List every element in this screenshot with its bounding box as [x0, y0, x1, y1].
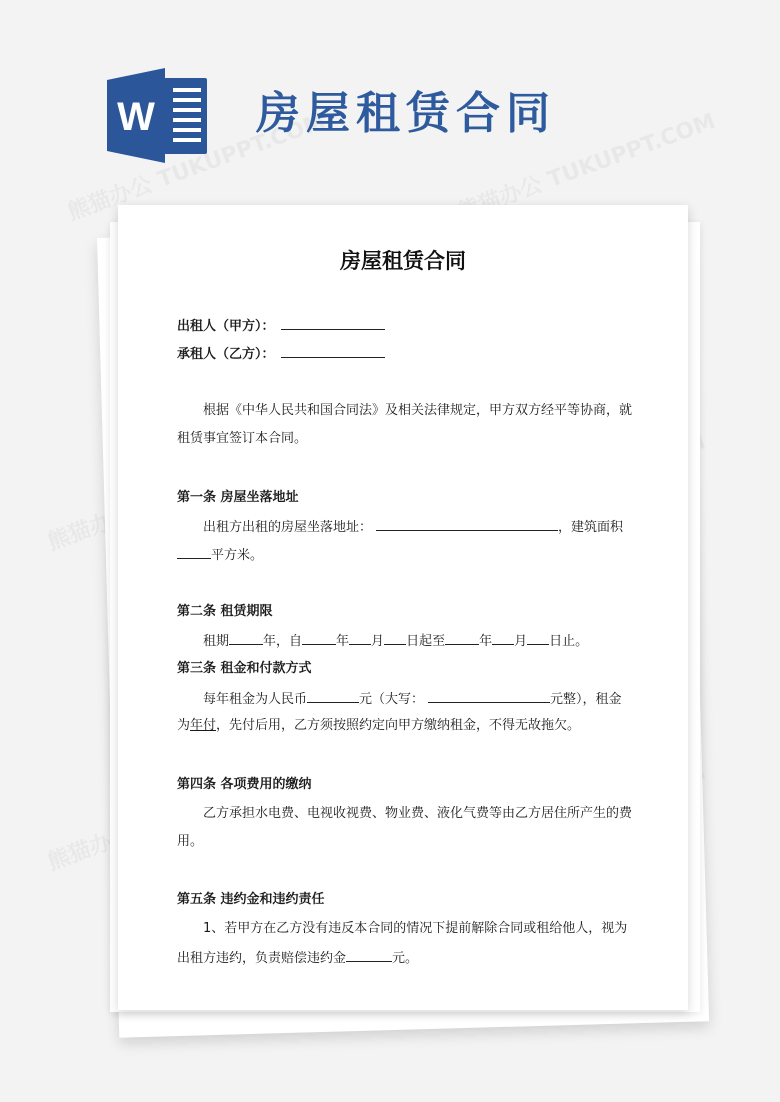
rent-amount-words-blank[interactable] [428, 689, 550, 703]
lessor-label: 出租人（甲方）： [177, 319, 275, 334]
area-label: ，建筑面积 [558, 520, 624, 535]
end-month-blank[interactable] [492, 631, 514, 645]
payment-frequency: 年付 [190, 718, 217, 733]
banner-title: 房屋租赁合同 [256, 88, 556, 139]
lessee-line [177, 344, 385, 364]
area-unit: 平方米。 [211, 548, 264, 563]
text-fragment: 月 [514, 634, 528, 649]
rent-amount-blank[interactable] [307, 689, 359, 703]
word-document-icon [107, 68, 209, 163]
start-day-blank[interactable] [384, 631, 406, 645]
text-fragment: 日止。 [549, 634, 589, 649]
text-fragment: 每年租金为人民币 [203, 692, 308, 707]
text-fragment: ，先付后用，乙方须按照约定向甲方缴纳租金，不得无故拖欠。 [216, 718, 581, 733]
penalty-amount-blank[interactable] [346, 948, 392, 962]
article-4-line-1: 乙方承担水电费、电视收视费、物业费、液化气费等由乙方居住所产生的费 [203, 806, 633, 821]
text-fragment: 元。 [392, 951, 419, 966]
area-blank[interactable] [177, 545, 211, 559]
text-fragment: 年 [336, 634, 350, 649]
article-2-heading: 第二条 租赁期限 [177, 604, 273, 619]
article-3-line-2 [177, 717, 580, 735]
word-icon-letter: W [117, 95, 155, 139]
article-5-heading: 第五条 违约金和违约责任 [177, 892, 325, 907]
article-3-line-1 [203, 689, 622, 709]
article-1-heading: 第一条 房屋坐落地址 [177, 490, 299, 505]
article-2-line [203, 631, 588, 651]
article-5-line-2 [177, 948, 418, 968]
lessor-blank[interactable] [281, 316, 385, 330]
end-day-blank[interactable] [527, 631, 549, 645]
address-blank[interactable] [376, 517, 558, 531]
lessee-label: 承租人（乙方）： [177, 347, 275, 362]
term-label: 租期 [203, 634, 230, 649]
text-fragment: 年，自 [263, 634, 303, 649]
term-years-blank[interactable] [229, 631, 263, 645]
text-fragment: 元整），租金 [550, 692, 622, 707]
intro-line-2: 租赁事宜签订本合同。 [177, 431, 308, 446]
article-1-line-2 [177, 545, 263, 565]
end-year-blank[interactable] [445, 631, 479, 645]
lessee-blank[interactable] [281, 344, 385, 358]
article-1-line-1 [203, 517, 623, 537]
text-fragment: 月 [371, 634, 385, 649]
document-page [118, 205, 688, 1010]
start-year-blank[interactable] [302, 631, 336, 645]
address-label: 出租方出租的房屋坐落地址： [203, 520, 373, 535]
article-4-heading: 第四条 各项费用的缴纳 [177, 777, 312, 792]
text-fragment: 元（大写： [359, 692, 425, 707]
text-fragment: 年 [479, 634, 493, 649]
lessor-line [177, 316, 385, 336]
text-fragment: 为 [177, 718, 191, 733]
start-month-blank[interactable] [349, 631, 371, 645]
article-5-line-1: 1、若甲方在乙方没有违反本合同的情况下提前解除合同或租给他人，视为 [203, 921, 628, 936]
text-fragment: 日起至 [406, 634, 446, 649]
article-4-line-2: 用。 [177, 834, 204, 849]
article-3-heading: 第三条 租金和付款方式 [177, 661, 312, 676]
document-title: 房屋租赁合同 [340, 249, 466, 273]
intro-line-1: 根据《中华人民共和国合同法》及相关法律规定，甲方双方经平等协商，就 [203, 403, 633, 418]
text-fragment: 出租方违约，负责赔偿违约金 [177, 951, 347, 966]
